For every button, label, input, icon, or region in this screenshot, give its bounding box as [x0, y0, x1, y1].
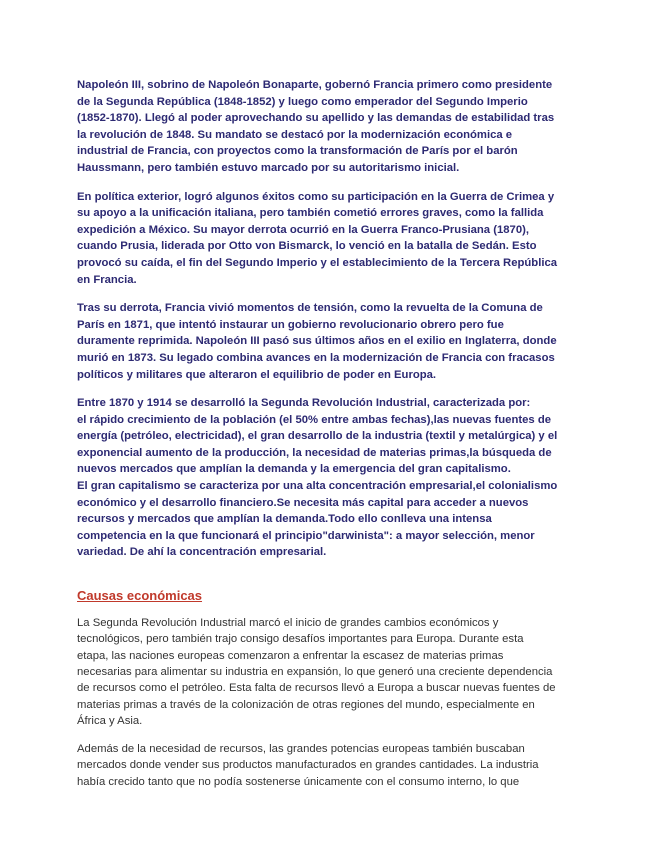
text-line: En política exterior, logró algunos éxitos como su participación en la Guerra de Crimea y — [77, 190, 555, 203]
text-line: Entre 1870 y 1914 se desarrolló la Segunda Revolución Industrial, caracterizada por: — [77, 397, 531, 410]
text-line: La Segunda Revolución Industrial marcó el inicio de grandes cambios económicos y — [77, 617, 499, 630]
text-line: expedición a México. Su mayor derrota ocurrió en la Guerra Franco-Prusiana (1870), — [77, 223, 530, 236]
plain-paragraph-2 — [77, 741, 577, 790]
text-line: industrial de Francia, con proyectos como la transformación de París por el barón — [77, 145, 518, 158]
text-line: provocó su caída, el fin del Segundo Imperio y el establecimiento de la Tercera República — [77, 256, 558, 269]
text-line: mercados donde vender sus productos manufacturados en grandes cantidades. La industria — [77, 759, 539, 772]
text-line: recursos y mercados que amplían la demanda.Todo ello conlleva una intensa — [77, 513, 492, 526]
text-line: energía (petróleo, electricidad), el gran desarrollo de la industria (textil y metalúrgica) y el — [77, 430, 558, 443]
causas-economicas-section — [77, 615, 577, 790]
text-line: El gran capitalismo se caracteriza por una alta concentración empresarial,el colonialismo — [77, 480, 558, 493]
text-line: Napoleón III, sobrino de Napoleón Bonaparte, gobernó Francia primero como presidente — [77, 79, 553, 91]
document-page — [77, 77, 577, 802]
text-line: competencia en la que funcionará el principio"darwinista": a mayor selección, menor — [77, 529, 535, 542]
text-line: necesarias para alimentar su industria en expansión, lo que generó una creciente dependencia — [77, 665, 553, 678]
text-line: el rápido crecimiento de la población (el 50% entre ambas fechas),las nuevas fuentes de — [77, 413, 552, 426]
text-line: variedad. De ahí la concentración empresarial. — [77, 546, 327, 559]
text-line: duramente reprimida. Napoleón III pasó sus últimos años en el exilio en Inglaterra, donde — [77, 335, 557, 348]
text-line: África y Asia. — [77, 714, 143, 727]
text-line: París en 1871, que intentó instaurar un gobierno revolucionario obrero pero fue — [77, 318, 504, 331]
text-line: la revolución de 1848. Su mandato se destacó por la modernización económica e — [77, 128, 513, 141]
text-line: en Francia. — [77, 273, 137, 286]
text-line: nuevos mercados que amplían la demanda y la emergencia del gran capitalismo. — [77, 463, 511, 476]
bold-paragraph-3 — [77, 300, 577, 383]
napoleon-section — [77, 77, 577, 561]
bold-paragraph-1 — [77, 77, 577, 177]
text-line: murió en 1873. Su legado combina avances en la modernización de Francia con fracasos — [77, 351, 555, 364]
bold-paragraph-4 — [77, 395, 577, 561]
text-line: exponencial aumento de la producción, la necesidad de materias primas,la búsqueda de — [77, 446, 552, 459]
text-line: tecnológicos, pero también trajo consigo desafíos importantes para Europa. Durante esta — [77, 633, 524, 646]
text-line: de la Segunda República (1848-1852) y luego como emperador del Segundo Imperio — [77, 95, 528, 108]
text-line: Tras su derrota, Francia vivió momentos de tensión, como la revuelta de la Comuna de — [77, 302, 543, 315]
plain-paragraph-1 — [77, 615, 577, 729]
text-line: Haussmann, pero también estuvo marcado por su autoritarismo inicial. — [77, 161, 460, 174]
text-line: (1852-1870). Llegó al poder aprovechando su apellido y las demandas de estabilidad tras — [77, 112, 555, 125]
text-line: etapa, las naciones europeas comenzaron a enfrentar la escasez de materias primas — [77, 649, 504, 662]
text-line: su apoyo a la unificación italiana, pero también cometió errores graves, como la fallida — [77, 207, 544, 220]
text-line: había crecido tanto que no podía sostenerse únicamente con el consumo interno, lo que — [77, 775, 520, 788]
section-heading-causas-economicas: Causas económicas — [77, 588, 203, 604]
text-line: de recursos como el petróleo. Esta falta de recursos llevó a Europa a buscar nuevas fuentes de — [77, 682, 556, 695]
text-line: económico y el desarrollo financiero.Se necesita más capital para acceder a nuevos — [77, 496, 529, 509]
text-line: cuando Prusia, liderada por Otto von Bismarck, lo venció en la batalla de Sedán. Esto — [77, 240, 537, 253]
text-line: Además de la necesidad de recursos, las grandes potencias europeas también buscaban — [77, 743, 525, 756]
bold-paragraph-2 — [77, 189, 577, 289]
text-line: políticos y militares que alteraron el equilibrio de poder en Europa. — [77, 368, 437, 381]
text-line: materias primas a través de la colonización de otras regiones del mundo, especialmente en — [77, 698, 535, 711]
